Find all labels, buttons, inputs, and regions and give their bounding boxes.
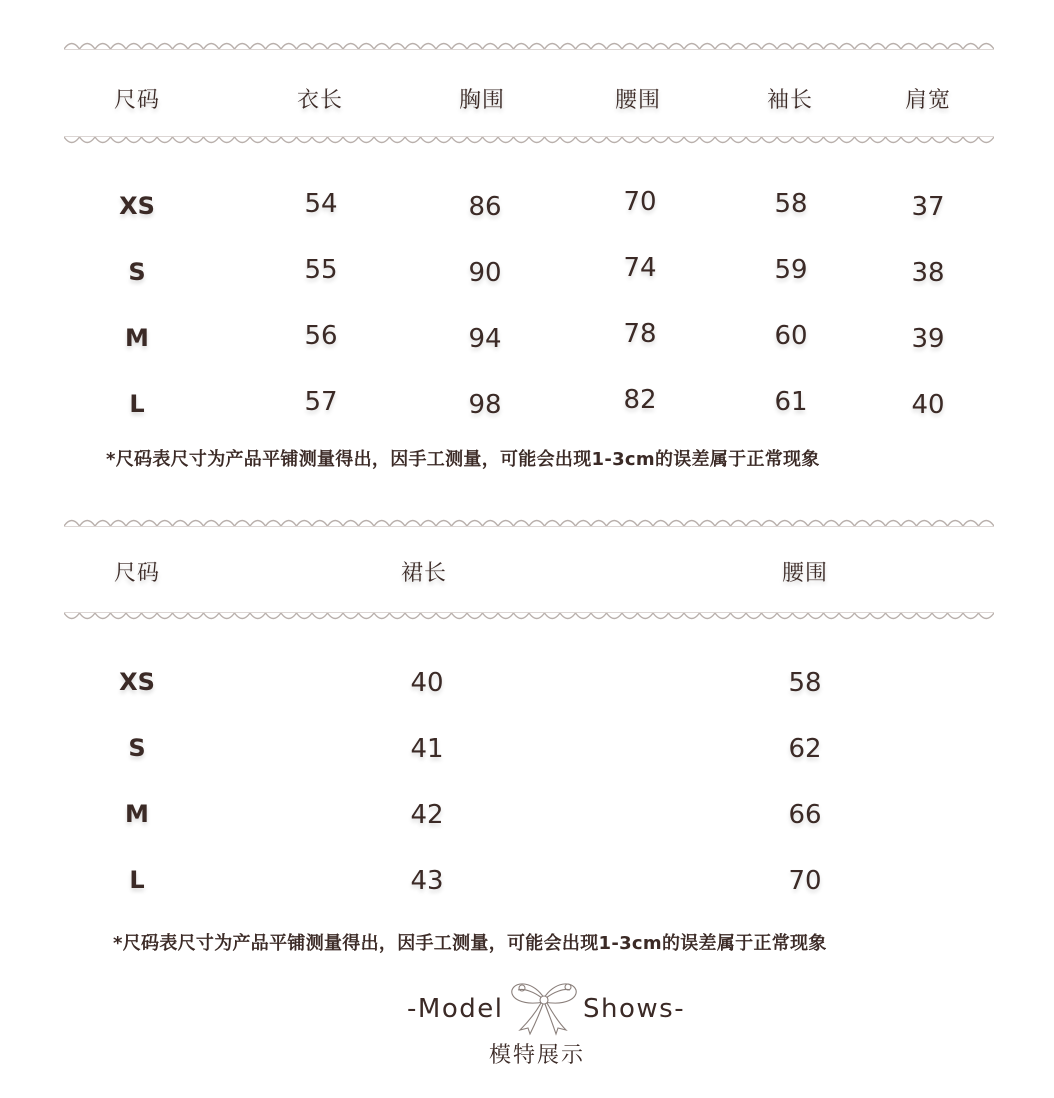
header-bust: 胸围: [458, 88, 505, 113]
table-cell: 58: [788, 668, 822, 698]
table-cell: L: [129, 866, 145, 894]
measurement-note-1: *尺码表尺寸为产品平铺测量得出，因手工测量，可能会出现1-3cm的误差属于正常现象: [106, 449, 820, 470]
header-skirt-length: 裙长: [400, 561, 447, 586]
table-cell: 38: [911, 258, 945, 288]
table-cell: 37: [911, 192, 945, 222]
bow-icon: [508, 976, 580, 1036]
table-cell: 61: [774, 387, 808, 417]
table-cell: 66: [788, 800, 822, 830]
table-cell: XS: [119, 668, 155, 696]
model-shows-right: Shows-: [583, 994, 686, 1024]
table-cell: XS: [119, 192, 155, 220]
table-cell: 57: [304, 387, 338, 417]
header-length: 衣长: [296, 88, 343, 113]
header-size: 尺码: [113, 561, 160, 586]
table-cell: 40: [410, 668, 444, 698]
table-cell: 94: [468, 324, 502, 354]
table-cell: 90: [468, 258, 502, 288]
table-cell: 74: [623, 253, 657, 283]
table-cell: 70: [788, 866, 822, 896]
model-shows-title: 模特展示: [489, 1043, 586, 1068]
table-cell: S: [128, 258, 146, 286]
header-waist: 腰围: [781, 561, 828, 586]
table-cell: 39: [911, 324, 945, 354]
table-cell: S: [128, 734, 146, 762]
table-cell: 58: [774, 189, 808, 219]
scallop-border-bottom-2: [64, 612, 994, 624]
scallop-border-bottom-1: [64, 136, 994, 148]
table-cell: 62: [788, 734, 822, 764]
table-cell: 43: [410, 866, 444, 896]
table-cell: M: [125, 324, 149, 352]
table-cell: 78: [623, 319, 657, 349]
table-cell: 40: [911, 390, 945, 420]
table-cell: 60: [774, 321, 808, 351]
table-cell: 70: [623, 187, 657, 217]
table-cell: 56: [304, 321, 338, 351]
table-cell: 54: [304, 189, 338, 219]
table-cell: 86: [468, 192, 502, 222]
table-cell: 55: [304, 255, 338, 285]
header-shoulder: 肩宽: [904, 88, 951, 113]
table-cell: L: [129, 390, 145, 418]
table-cell: 98: [468, 390, 502, 420]
table-cell: 59: [774, 255, 808, 285]
table-cell: 82: [623, 385, 657, 415]
header-waist: 腰围: [614, 88, 661, 113]
table-cell: 42: [410, 800, 444, 830]
table-cell: M: [125, 800, 149, 828]
scallop-border-top-2: [64, 515, 994, 527]
table-cell: 41: [410, 734, 444, 764]
header-sleeve: 袖长: [766, 88, 813, 113]
header-size: 尺码: [113, 88, 160, 113]
scallop-border-top-1: [64, 38, 994, 50]
measurement-note-2: *尺码表尺寸为产品平铺测量得出，因手工测量，可能会出现1-3cm的误差属于正常现象: [113, 933, 827, 954]
model-shows-left: -Model: [407, 994, 504, 1024]
